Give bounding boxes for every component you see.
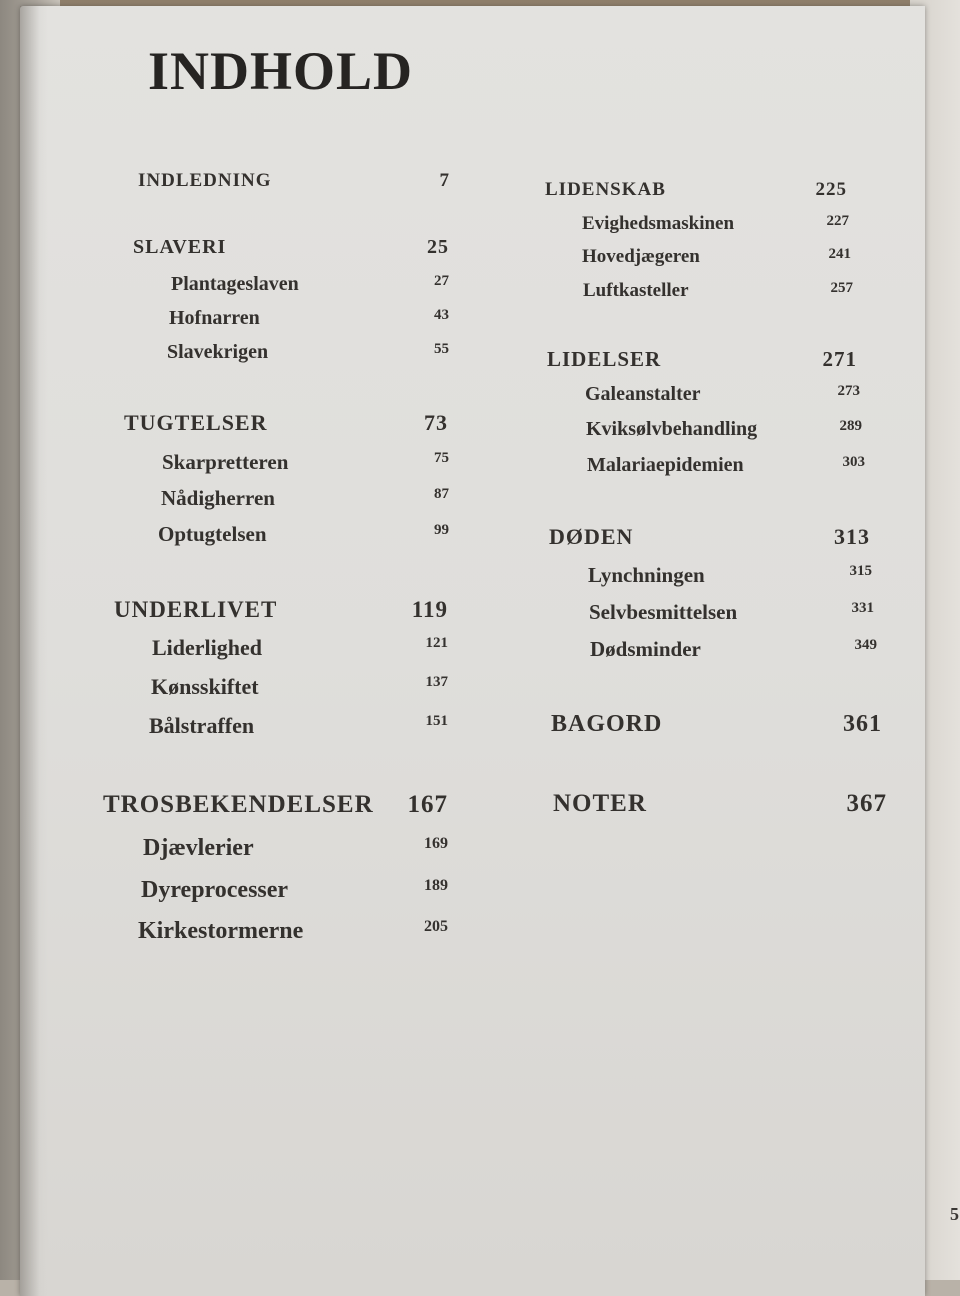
toc-subsection: [587, 454, 865, 482]
page-number-ref: 331: [851, 600, 874, 616]
page-number-ref: 137: [425, 674, 448, 690]
toc-subsection: [582, 246, 851, 273]
subsection-title: Djævlerier: [143, 835, 254, 861]
subsection-title: Galeanstalter: [585, 383, 701, 405]
toc-subsection: [143, 835, 448, 867]
section-title: BAGORD: [551, 711, 663, 737]
page-number-ref: 257: [830, 280, 853, 296]
page-number: 5: [950, 1204, 959, 1224]
page-number-ref: 151: [425, 713, 448, 729]
subsection-title: Kønsskiftet: [151, 674, 259, 699]
subsection-title: Bålstraffen: [149, 713, 255, 738]
section-title: LIDELSER: [547, 347, 662, 371]
toc-subsection: [585, 383, 860, 411]
page-number-ref: 241: [828, 246, 851, 262]
page-number-ref: 73: [424, 410, 448, 435]
subsection-title: Plantageslaven: [171, 273, 299, 295]
section-title: UNDERLIVET: [114, 597, 278, 622]
section-title: TUGTELSER: [124, 410, 268, 435]
section-title: SLAVERI: [133, 236, 227, 258]
toc-subsection: [151, 674, 448, 704]
section-title: INDLEDNING: [138, 170, 272, 191]
toc-subsection: [586, 418, 862, 446]
page-number-ref: 189: [424, 877, 448, 894]
subsection-title: Hovedjægeren: [582, 246, 700, 267]
toc-section: [545, 179, 847, 206]
toc-section: [103, 791, 448, 824]
toc-section: [551, 711, 882, 743]
subsection-title: Selvbesmittelsen: [589, 600, 738, 624]
subsection-title: Dødsminder: [590, 637, 701, 661]
subsection-title: Skarpretteren: [162, 450, 289, 474]
subsection-title: Malariaepidemien: [587, 454, 744, 476]
toc-subsection: [169, 307, 449, 335]
subsection-title: Lynchningen: [588, 563, 705, 587]
toc-subsection: [583, 280, 853, 307]
book-gutter-shadow: [20, 6, 48, 1296]
subsection-title: Evighedsmaskinen: [582, 213, 735, 234]
toc-subsection: [590, 637, 877, 666]
page-number-ref: 27: [434, 273, 449, 289]
subsection-title: Dyreprocesser: [141, 877, 289, 903]
toc-subsection: [152, 635, 448, 665]
subsection-title: Luftkasteller: [583, 280, 689, 301]
subsection-title: Kviksølvbehandling: [586, 418, 758, 440]
toc-subsection: [161, 486, 449, 515]
page-number-ref: 271: [822, 347, 857, 371]
page-number-ref: 289: [839, 418, 862, 434]
page-number-ref: 349: [854, 637, 877, 653]
page-number-ref: 55: [434, 341, 449, 357]
toc-subsection: [171, 273, 449, 301]
page-number-ref: 361: [843, 711, 882, 737]
page-number-ref: 87: [434, 486, 449, 502]
toc-section: [547, 347, 857, 376]
subsection-title: Optugtelsen: [158, 522, 267, 546]
page-number-ref: 75: [434, 450, 449, 466]
toc-section: [114, 597, 448, 628]
page-number-ref: 315: [849, 563, 872, 579]
page-title: INDHOLD: [148, 41, 414, 101]
page-number-ref: 169: [424, 835, 448, 852]
page-number-ref: 367: [846, 790, 887, 817]
page-number-ref: 43: [434, 307, 449, 323]
toc-subsection: [588, 563, 872, 592]
page-number-ref: 225: [815, 179, 847, 200]
page-number-ref: 303: [842, 454, 865, 470]
toc-subsection: [582, 213, 849, 240]
toc-subsection: [167, 341, 449, 369]
page-number-ref: 273: [837, 383, 860, 399]
toc-section: [124, 410, 448, 440]
page-number-ref: 167: [407, 791, 448, 818]
section-title: NOTER: [553, 790, 647, 817]
page-number-ref: 121: [425, 635, 448, 651]
toc-section: [133, 236, 449, 264]
page-number-ref: 205: [424, 918, 448, 935]
subsection-title: Nådigherren: [161, 486, 275, 510]
section-title: TROSBEKENDELSER: [103, 791, 374, 818]
toc-subsection: [138, 918, 448, 950]
toc-subsection: [141, 877, 448, 909]
toc-subsection: [158, 522, 449, 551]
subsection-title: Liderlighed: [152, 635, 263, 660]
toc-subsection: [162, 450, 449, 479]
page-number-ref: 313: [834, 524, 870, 549]
toc-section: [549, 524, 870, 554]
section-title: DØDEN: [549, 524, 634, 549]
toc-subsection: [149, 713, 448, 743]
page-number-ref: 227: [826, 213, 849, 229]
subsection-title: Kirkestormerne: [138, 918, 304, 944]
subsection-title: Hofnarren: [169, 307, 260, 329]
subsection-title: Slavekrigen: [167, 341, 269, 363]
toc-section: [138, 170, 450, 197]
toc-subsection: [589, 600, 874, 629]
page-number-ref: 99: [434, 522, 449, 538]
page-number-ref: 119: [411, 597, 448, 622]
section-title: LIDENSKAB: [545, 179, 666, 200]
page-number-ref: 25: [427, 236, 449, 258]
page-number-ref: 7: [439, 170, 450, 191]
toc-section: [553, 790, 887, 823]
